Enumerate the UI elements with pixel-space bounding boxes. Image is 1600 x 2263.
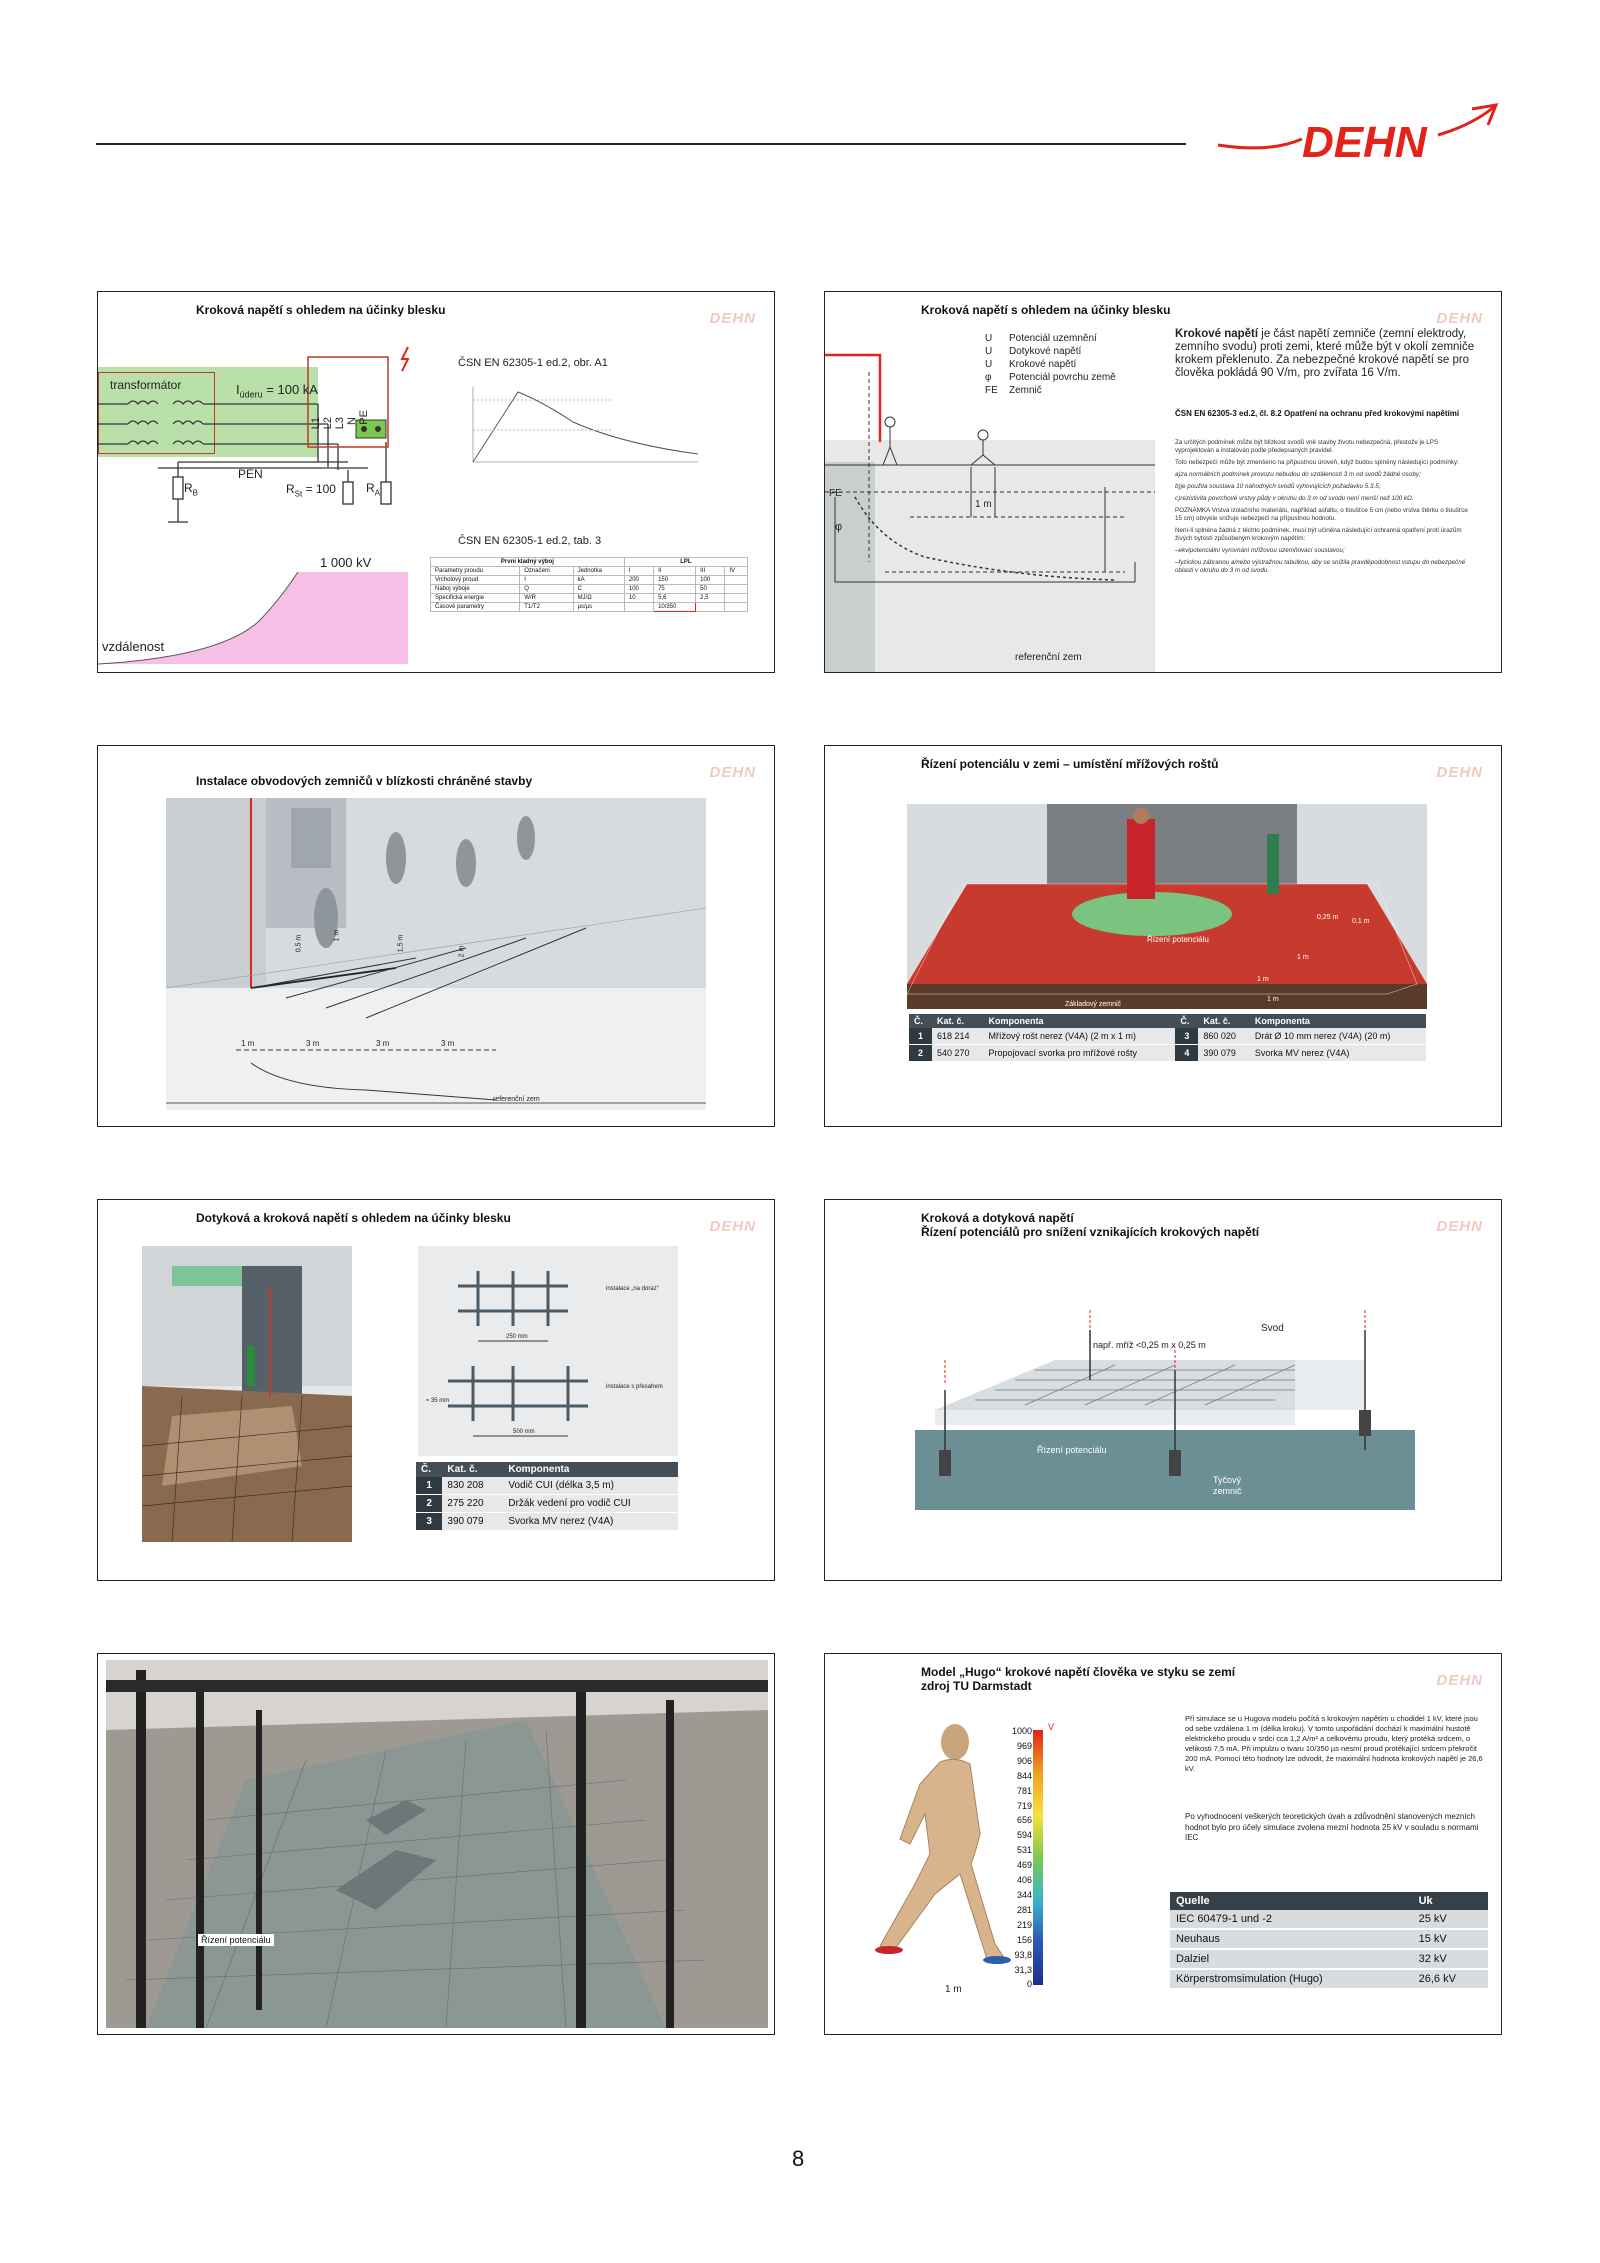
slide-title: Dotyková a kroková napětí s ohledem na účinky blesku xyxy=(196,1211,511,1225)
definition-paragraph: Krokové napětí je část napětí zemniče (zemní elektrody, zemního svodu) proti zemi, které může být v okolí zemniče krokem překlenuto. Za nebezpečné krokové napětí se pro člověka pokládá 90 V/m, pro zvířata 16 V/m. xyxy=(1175,328,1475,379)
voltage-scale xyxy=(1000,1724,1060,1994)
depth-2m: 2 m xyxy=(458,945,466,958)
slide-title: Model „Hugo“ krokové napětí člověka ve styku se zemí zdroj TU Darmstadt xyxy=(921,1665,1236,1693)
legend-item: φ Potenciál povrchu země xyxy=(985,372,1116,383)
legend xyxy=(985,332,1116,397)
install-butt: instalace „na doraz“ xyxy=(606,1286,659,1292)
phi-label: φ xyxy=(835,521,843,533)
legend-item: U Krokové napětí xyxy=(985,359,1077,370)
header-rule xyxy=(96,143,1186,145)
reference-earth-label: referenční zem xyxy=(1015,652,1082,663)
install-overlap: instalace s přesahem xyxy=(606,1384,663,1390)
legend-item: U Potenciál uzemnění xyxy=(985,333,1097,344)
slide-title: Řízení potenciálu v zemi – umístění mřížových roštů xyxy=(921,757,1219,771)
simulation-paragraph: Při simulace se u Hugova modelu počítá s krokovým napětím u chodidel 1 kV, které jsou od sebe vzdálena 1 m (délka kroku). V tomto uspořádání dochází k maximální hustotě elektrického proudu v srdci cca 1,2 A/m² a celkovému proudu, který protéká srdcem, o velikosti 7,5 mA. Při impulzu o tvaru 10/350 µs nesmí proud protékající srdcem překročit 200 mA. Pomocí této hodnoty lze odvodit, že maximální hodnota krokových napětí je 26,6 kV. xyxy=(1185,1714,1483,1773)
mesh-spacing-250: 250 mm xyxy=(506,1334,528,1340)
rod-earth-label: Tyčový zemnič xyxy=(1213,1475,1242,1496)
table-row: Neuhaus 15 kV xyxy=(1170,1929,1488,1949)
scale-ticks: 1000 969 906 844 781 719 656 594 531 469 406 344 281 219 156 93,8 31,3 0 xyxy=(1011,1726,1032,1990)
fe-label: FE xyxy=(829,488,842,499)
slide-step-voltage-definition xyxy=(824,291,1502,673)
table-row: 3 390 079 Svorka MV nerez (V4A) xyxy=(416,1513,678,1531)
table-row: 1 618 214 Mřížový rošt nerez (V4A) (2 m x 1 m) 3 860 020 Drát Ø 10 mm nerez (V4A) (20 m) xyxy=(909,1028,1426,1045)
one-meter-label: 1 m xyxy=(975,499,992,510)
mesh-size-label: např. mříž <0,25 m x 0,25 m xyxy=(1093,1340,1206,1350)
legend-item: U Dotykové napětí xyxy=(985,346,1082,357)
mesh-detail-figure xyxy=(418,1246,678,1456)
slide-watermark-logo: DEHN xyxy=(1436,310,1483,327)
slide-watermark-logo: DEHN xyxy=(1436,1218,1483,1235)
down-conductor-label: Svod xyxy=(1261,1323,1284,1334)
dim-01m: 0,1 m xyxy=(1352,918,1370,925)
label-foundation-earth: Základový zemnič xyxy=(1065,1001,1122,1008)
dim-1m-b: 1 m xyxy=(1257,976,1269,983)
potential-control-label: Řízení potenciálu xyxy=(198,1934,274,1946)
phase-l2: L2 xyxy=(322,417,334,430)
limit-paragraph: Po vyhodnocení veškerých teoretických úvah a zdůvodnění stanovených mezních hodnot bylo pro účely simulace zvolena mezní hodnota 25 kV v souladu s normami IEC xyxy=(1185,1812,1479,1842)
lightning-current: $I_{úderu} = 100$ kA xyxy=(236,382,318,400)
mesh-spacing-500: 500 mm xyxy=(513,1429,535,1435)
phase-l3: L3 xyxy=(334,417,346,430)
standard-notes: Za určitých podmínek může být blízkost svodů vně stavby životu nebezpečná, přestože je LPS vyprojektován a instalován podle předepsaných pravidel. Toto nebezpečí může být zmenšeno na přípustnou úroveň, když budou splněny následující podmínky: a)za normálních podmínek provozu nebudou do vzdálenosti 3 m od svodů žádné osoby; b)je použita soustava 10 náhodných svodů vyhovujících požadavku 5.3.5; c)rezistivita povrchové vrstvy půdy v okruhu do 3 m od svodu není menší než 100 kΩ. POZNÁMKA Vrstva izolačního materiálu, například asfaltu, o tloušťce 5 cm (nebo vrstva štěrku o tloušťce 15 cm) obvykle snižuje nebezpečí na přípustnou hodnotu. Není-li splněna žádná z těchto podmínek, musí být učiněna následující ochranná opatření proti úrazům živých bytostí způsobeným krokovým napětím: –ekvipotenciální vyrovnání mřížovou uzemňovací soustavou; –fyzickou zábranou a/nebo výstražnou tabulkou, aby se snížila pravděpodobnost vstupu do nebezpečné oblasti v okruhu do 3 m od svodu. xyxy=(1175,439,1468,574)
slide-touch-step-voltage xyxy=(97,1199,775,1581)
table-row: IEC 60479-1 und -2 25 kV xyxy=(1170,1910,1488,1929)
dim-3m-a: 3 m xyxy=(306,1039,320,1048)
dim-1m-c: 1 m xyxy=(1267,996,1279,1003)
slide-construction-photo xyxy=(97,1653,775,2035)
site-photo xyxy=(106,1660,768,2028)
color-scale-bar xyxy=(1033,1730,1043,1985)
phase-pe: PE xyxy=(358,410,370,425)
hugo-figure xyxy=(875,1714,1015,1974)
transformer-label: transformátor xyxy=(110,378,182,392)
rst-label: $R_{St} = 100$ xyxy=(286,482,336,499)
impulse-curve-figure xyxy=(453,382,703,472)
ring-earth-illustration xyxy=(166,798,706,1110)
table-row: Körperstromsimulation (Hugo) 26,6 kV xyxy=(1170,1969,1488,1989)
legend-item: FE Zemnič xyxy=(985,385,1042,396)
components-table: Č. Kat. č. Komponenta 1 830 208 Vodič CUI (délka 3,5 m) 2 275 220 Držák vedení pro vodič CUI 3 390 079 Svorka MV nerez (V4A) xyxy=(416,1462,678,1531)
slide-hugo-model xyxy=(824,1653,1502,2035)
slide-potential-control-step xyxy=(824,1199,1502,1581)
slide-watermark-logo: DEHN xyxy=(709,1218,756,1235)
table-row: 1 830 208 Vodič CUI (délka 3,5 m) xyxy=(416,1477,678,1495)
ra-label: $R_A$ xyxy=(366,481,381,498)
source-table: Quelle Uk IEC 60479-1 und -2 25 kV Neuhaus 15 kV Dalziel 32 kV Körperstromsimulation (Hugo) 26,6 kV xyxy=(1170,1892,1488,1990)
dim-025m: 0,25 m xyxy=(1317,914,1339,921)
label-potential-control: Řízení potenciálu xyxy=(1147,935,1209,944)
slide-watermark-logo: DEHN xyxy=(1436,764,1483,781)
phase-n: N xyxy=(346,417,358,425)
slide-title: Kroková a dotyková napětí Řízení potenciálů pro snížení vznikajících krokových napětí xyxy=(921,1211,1260,1239)
depth-1-5m: 1,5 m xyxy=(397,934,405,953)
dim-3m-b: 3 m xyxy=(376,1039,390,1048)
dim-3m-c: 3 m xyxy=(441,1039,455,1048)
pen-label: PEN xyxy=(238,467,263,481)
dim-1m-a: 1 m xyxy=(1297,954,1309,961)
reference-earth-label: referenční zem xyxy=(493,1096,540,1103)
slide-ring-earth-electrodes xyxy=(97,745,775,1127)
slide-title: Instalace obvodových zemničů v blízkosti chráněné stavby xyxy=(196,774,533,788)
distance-label: vzdálenost xyxy=(102,639,165,654)
phase-labels xyxy=(313,317,333,397)
phase-l1: L1 xyxy=(310,417,322,430)
potential-control-label: Řízení potenciálu xyxy=(1037,1445,1107,1455)
slide-title: Kroková napětí s ohledem na účinky blesku xyxy=(921,303,1171,317)
slide-watermark-logo: DEHN xyxy=(1436,1672,1483,1689)
rb-label: $R_B$ xyxy=(184,481,199,498)
step-distance-label: 1 m xyxy=(945,1984,962,1995)
standard-figure-ref: ČSN EN 62305-1 ed.2, obr. A1 xyxy=(458,357,608,369)
standard-table-ref: ČSN EN 62305-1 ed.2, tab. 3 xyxy=(458,535,602,547)
slide-potential-control-mesh xyxy=(824,745,1502,1127)
slide-watermark-logo: DEHN xyxy=(709,310,756,327)
depth-0-5m: 0,5 m xyxy=(295,934,303,953)
voltage-label: 1 000 kV xyxy=(320,555,372,570)
components-table: Č. Kat. č. Komponenta Č. Kat. č. Komponenta 1 618 214 Mřížový rošt nerez (V4A) (2 m x 1 m) 3 860 020 Drát Ø 10 mm nerez (V4A) (20 m) 2 540 270 Propojovací svorka pro mřížové rošty 4 390 079 Svorka MV nerez (V4A) xyxy=(909,1014,1426,1062)
dehn-logo xyxy=(1210,95,1500,195)
slide-step-voltage-lightning xyxy=(97,291,775,673)
table-row: Dalziel 32 kV xyxy=(1170,1949,1488,1969)
slide-watermark-logo: DEHN xyxy=(709,764,756,781)
circuit-diagram xyxy=(98,292,438,673)
depth-1m: 1 m xyxy=(333,929,341,942)
lpl-table: První kladný výboj LPL Parametry proudu Označení Jednotka I II III IV Vrcholový proud I kA 200 150 100 Náboj výboje Q C 100 75 50 Specifická energie W/R MJ/Ω 10 5,6 2,5 Časové parametry T1/T2 µs/µs 10/350 xyxy=(430,557,748,612)
page-number: 8 xyxy=(792,2146,805,2171)
scale-unit: V xyxy=(1048,1722,1055,1732)
slide-title: Kroková napětí s ohledem na účinky blesku xyxy=(196,303,446,317)
table-row: 2 540 270 Propojovací svorka pro mřížové rošty 4 390 079 Svorka MV nerez (V4A) xyxy=(909,1045,1426,1062)
dim-1m: 1 m xyxy=(241,1039,255,1048)
mesh-installation-render xyxy=(907,804,1427,1009)
svg-text:DEHN: DEHN xyxy=(1302,118,1427,167)
standard-heading: ČSN EN 62305-3 ed.2, čl. 8.2 Opatření na ochranu před krokovými napětími xyxy=(1175,409,1460,418)
overlap-35mm: ≈ 35 mm xyxy=(426,1398,450,1404)
building-entrance-render xyxy=(142,1246,352,1542)
table-row: 2 275 220 Držák vedení pro vodič CUI xyxy=(416,1495,678,1513)
